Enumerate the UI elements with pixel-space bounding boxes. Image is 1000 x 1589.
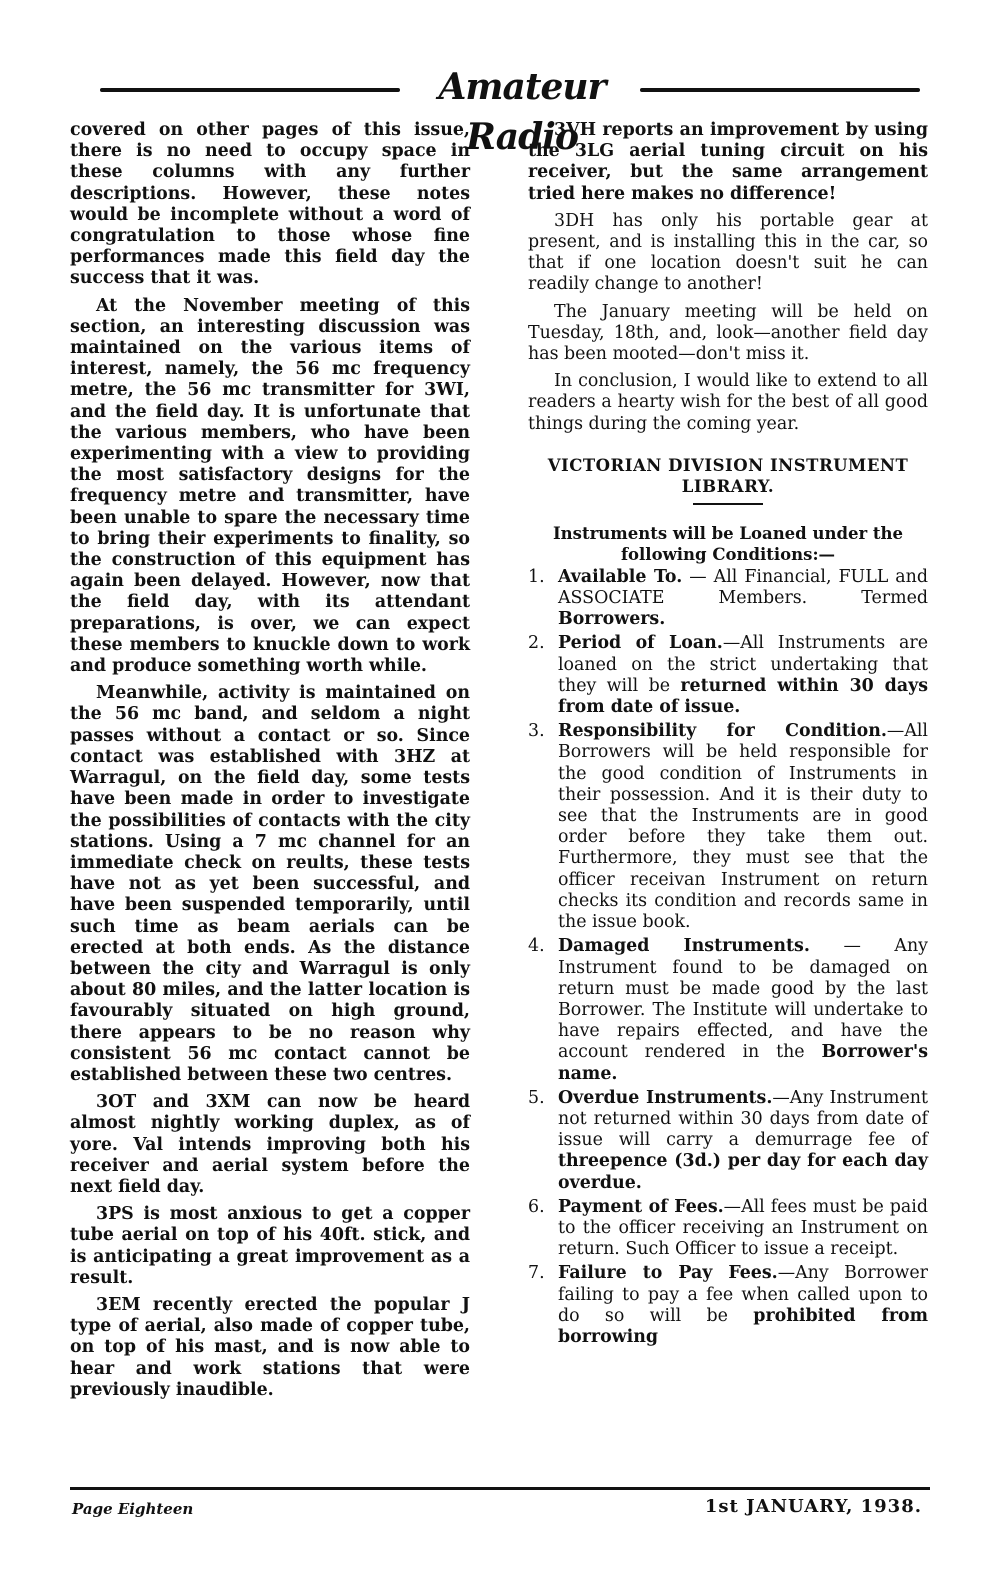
paragraph: At the November meeting of this section, an interesting discussion was maintained on the various items of interest, namely, the 56 mc frequency metre, the 56 mc transmitter for 3WI, and the field day. It is unfortunate that the various members, who have been experimenting with a view to providing the most satisfactory designs for the frequency metre and transmitter, have been unable to spare the necessary time to bring their experiments to finality, so the construction of this equipment has again been delayed. However, now that the field day, with its attendant preparations, is over, we can expect these members to knuckle down to work and produce something worth while. [70, 295, 470, 677]
condition-body [558, 567, 928, 631]
condition-title: Responsibility for Condition. [558, 721, 887, 742]
condition-body [558, 1263, 928, 1348]
condition-number: 6. [528, 1196, 545, 1217]
conditions-list [528, 567, 928, 1348]
paragraph: The January meeting will be held on Tuesday, 18th, and, look—another field day has been mooted—don't miss it. [528, 301, 928, 365]
condition-title: Period of Loan. [558, 633, 723, 654]
heading-divider [693, 503, 763, 505]
condition-text: — All Financial, FULL and ASSOCIATE Members. Termed [558, 566, 928, 609]
condition-emphasis: threepence (3d.) per day for each day overdue. [558, 1151, 928, 1193]
condition-title: Payment of Fees. [558, 1196, 724, 1217]
condition-text: —All Instruments are loaned on the strict undertaking that they will be [558, 633, 928, 696]
condition-emphasis: Borrowers. [558, 609, 666, 630]
condition-number: 4. [528, 936, 545, 957]
condition-item [528, 1197, 928, 1261]
paragraph: 3EM recently erected the popular J type of aerial, also made of copper tube, on top of his mast, and is now able to hear and work stations that were previously inaudible. [70, 1294, 470, 1400]
condition-text: —Any Instrument not returned within 30 days from date of issue will carry a demurrage fee of [558, 1087, 928, 1151]
masthead-title: Amateur Radio [438, 66, 606, 158]
condition-text: —All Borrowers will be held responsible for the good condition of Instruments in their possession. And it is their duty to see that the Instruments are in good order before they take them out. Furthermore, they must see that the officer receivan Instrument on return checks its condition and records same in the issue book. [558, 721, 928, 933]
paragraph: covered on other pages of this issue, there is no need to occupy space in these columns with any further descriptions. However, these notes would be incomplete without a word of congratulation to those whose fine performances made this field day the success that it was. [70, 120, 470, 289]
paragraph: Meanwhile, activity is maintained on the 56 mc band, and seldom a night passes without a contact or so. Since contact was established with 3HZ at Warragul, on the field day, some tests have been made in order to investigate the possibilities of contacts with the city stations. Using a 7 mc channel for an immediate check on reults, these tests have not as yet been successful, and have been suspended temporarily, until such time as beam aerials can be erected at both ends. As the distance between the city and Warragul is only about 80 miles, and the latter location is favourably situated on high ground, there appears to be no reason why consistent 56 mc contact cannot be established between these two centres. [70, 683, 470, 1085]
condition-emphasis: returned within 30 days from date of issue. [558, 675, 928, 718]
condition-body [558, 633, 928, 718]
condition-number: 5. [528, 1087, 545, 1108]
condition-body [558, 936, 928, 1084]
condition-number: 1. [528, 566, 545, 587]
condition-item [528, 567, 928, 631]
condition-item [528, 1263, 928, 1348]
condition-number: 3. [528, 721, 545, 742]
masthead [100, 62, 920, 158]
right-column [528, 120, 928, 1351]
condition-text: — Any Instrument found to be damaged on return must be made good by the last Borrower. The Institute will undertake to have repairs effected, and have the account rendered in the [558, 936, 928, 1063]
condition-body [558, 1197, 928, 1261]
condition-item [528, 633, 928, 718]
paragraph: 3VH reports an improvement by using the 3LG aerial tuning circuit on his receiver, but the same arrangement tried here makes no difference! [528, 120, 928, 204]
paragraph: 3PS is most anxious to get a copper tube aerial on top of his 40ft. stick, and is anticipating a great improvement as a result. [70, 1204, 470, 1288]
condition-body [558, 1088, 928, 1194]
condition-text: —All fees must be paid to the officer receiving an Instrument on return. Such Officer to issue a receipt. [558, 1196, 928, 1260]
page-number: Page Eighteen [72, 1500, 194, 1518]
condition-emphasis: Borrower's name. [558, 1042, 928, 1084]
condition-title: Overdue Instruments. [558, 1087, 773, 1108]
condition-item [528, 721, 928, 933]
paragraph: 3OT and 3XM can now be heard almost nightly working duplex, as of yore. Val intends improving both his receiver and aerial system before the next field day. [70, 1092, 470, 1197]
condition-text: —Any Borrower failing to pay a fee when called upon to do so will be [558, 1263, 928, 1326]
paragraph: In conclusion, I would like to extend to all readers a hearty wish for the best of all good things during the coming year. [528, 371, 928, 434]
paragraph: 3DH has only his portable gear at present, and is installing this in the car, so that if one location doesn't suit he can readily change to another! [528, 210, 928, 295]
condition-emphasis: prohibited from borrowing [558, 1305, 928, 1347]
masthead-rule-right [640, 88, 920, 92]
library-subheading: Instruments will be Loaned under the following Conditions:— [552, 523, 904, 564]
condition-number: 7. [528, 1263, 545, 1284]
condition-title: Failure to Pay Fees. [558, 1263, 778, 1284]
condition-number: 2. [528, 633, 545, 654]
condition-body [558, 721, 928, 933]
condition-item [528, 1088, 928, 1194]
library-heading: VICTORIAN DIVISION INSTRUMENT LIBRARY. [547, 455, 909, 496]
footer-rule [70, 1487, 930, 1490]
condition-title: Damaged Instruments. [558, 936, 810, 957]
masthead-rule-left [100, 88, 400, 92]
left-column [70, 120, 470, 1407]
condition-title: Available To. [558, 566, 683, 587]
issue-date: 1st JANUARY, 1938. [704, 1496, 922, 1517]
condition-item [528, 936, 928, 1084]
